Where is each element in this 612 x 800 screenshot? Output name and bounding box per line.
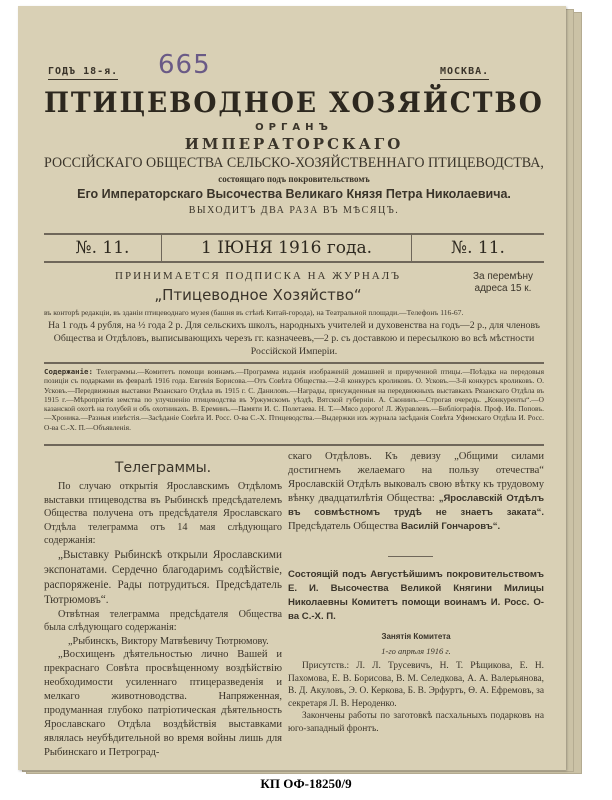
subscription-journal: „Птицеводное Хозяйство“: [154, 286, 362, 304]
paragraph: Закончены работы по заготовкѣ пасхальныхъ подарковъ на юго-западный фронтъ.: [288, 711, 544, 734]
paragraph: „Восхищенъ дѣятельностью лично Вашей и прекраснаго Совѣта просвѣщенному воздѣйствію необходимости усиленнаго птицеразведенія и мелкаго животноводства. Напряженная, продуманная глубоко патріотическая дѣятельность Ярославскаго Отдѣла воздѣйствія выставками являлась неубѣдительной во время войны лишь для Рыбинскаго и Петроград-: [44, 649, 282, 758]
continuation-text: Предсѣдатель Общества: [288, 521, 401, 532]
issue-number-left: №. 11.: [44, 235, 162, 261]
masthead-society: РОССІЙСКАГО ОБЩЕСТВА СЕЛЬСКО-ХОЗЯЙСТВЕННАГО ПТИЦЕВОДСТВА,: [44, 155, 544, 171]
year-label: ГОДЪ 18-я.: [48, 66, 118, 80]
issue-number-right: №. 11.: [451, 238, 505, 258]
masthead-organ: ОРГАНЪ: [255, 122, 333, 133]
committee-date: 1-го апрѣля 1916 г.: [381, 646, 451, 656]
masthead-frequency: ВЫХОДИТЪ ДВА РАЗА ВЪ МѢСЯЦЪ.: [188, 205, 400, 216]
contents-block: [44, 367, 544, 432]
handwritten-number: 665: [158, 50, 211, 80]
masthead-imperial: ИМПЕРАТОРСКАГО: [184, 135, 404, 153]
subscription-office: въ конторѣ редакціи, въ зданіи птицеводнаго музея (башня въ стѣнѣ Китай-города), на Театральной площади.—Телефонъ 116-67.: [44, 308, 464, 317]
issue-date: 1 ІЮНЯ 1916 года.: [162, 235, 412, 261]
telegram-quote: „Выставку Рыбинскѣ открыли Ярославскими экспонатами. Сердечно благодаримъ содѣйствіе, распоряженіе. Рады потрудиться. Предсѣдатель Тютрюмовъ“.: [44, 548, 282, 606]
divider: [44, 444, 544, 446]
address-change-fee: За перемѣну адреса 15 к.: [472, 271, 533, 294]
contents-text: Телеграммы.—Комитетъ помощи воинамъ.—Программа изданія изображеній домашней и прирученной птицы.—Поѣздка на передовыя позиціи съ подарками въ февралѣ 1916 года. Евгенія Борисова.—Отъ Совѣта Общества.—2-й конкурсъ кроликовъ. О. Усковъ.—3-й конкурсъ кроликовъ. О. Усковъ.—Передвижныя выставки Рязанскаго Отдѣла въ 1915 г. С. Даниловъ.—Награды, присужденныя на передвижныхъ выставкахъ Рязанскаго Отдѣла въ 1915 г.—Мѣропріятія земства по улучшенію птицеводства въ Уржумскомъ уѣздѣ, Вятской губерніи. А. Сконинъ.—Строгая очередь. „Конкуренты“.—О казанской охотѣ на голубей и объ охотникахъ. В. Ереминъ.—Памяти И. С. Полетаева. Н. Т.—Мясо дорого! Л. Журавлевъ.—Библіографія. Проф. Ив. Поповъ.—Хроника.—Разныя извѣстія.—Засѣданіе Совѣта И. Росс. О-ва С.-Х. Птицеводства.—Выдержки изъ журнала засѣданія Совѣта Уфимскаго Отдѣла И. Росс. О-ва С.-Х. П.—Объявленія.: [44, 367, 544, 432]
masthead-patron: Его Императорскаго Высочества Великаго Князя Петра Николаевича.: [77, 187, 511, 201]
inventory-number: КП ОФ-18250/9: [260, 776, 352, 791]
paragraph: По случаю открытія Ярославскимъ Отдѣломъ выставки птицеводства въ Рыбинскѣ предсѣдателемъ Общества получена отъ предсѣдателя Ярославскаго Отдѣла телеграмма отъ 14 мая слѣдующаго содержанія:: [44, 481, 282, 546]
divider: [44, 362, 544, 364]
continuation-column: [288, 450, 544, 534]
telegrams-column: [44, 458, 282, 760]
paragraph: „Рыбинскъ, Виктору Матвѣевичу Тютрюмову.: [68, 635, 269, 647]
masthead-patronage: состоящаго подъ покровительствомъ: [218, 174, 370, 184]
paragraph: Присутств.: Л. Л. Трусевичъ, Н. Т. Рѣщикова, Е. Н. Пахомова, Е. В. Борисова, В. М. Селедкова, А. А. Валерьянова, В. Д. Акуловъ, Э. О. Керкова, Б. В. Эрфуртъ, Ѳ. А. Ефремовъ, за секретаря Л. В. Нероденко.: [288, 661, 544, 709]
city-label: МОСКВА.: [440, 66, 489, 80]
committee-column: [288, 568, 544, 735]
committee-heading: Состоящій подъ Августѣйшимъ покровительствомъ Е. И. Высочества Великой Княгини Милицы Николаевны Комитетъ помощи воинамъ И. Росс. О-ва С.-Х. П.: [288, 569, 544, 622]
contents-label: Содержаніе:: [44, 367, 93, 376]
issue-bar: [44, 233, 544, 263]
paragraph: Отвѣтная телеграмма предсѣдателя Общества была слѣдующаго содержанія:: [44, 608, 282, 633]
continuation-text: скаго Отдѣловъ. Къ девизу „Общими силами достигнемъ желаемаго на пользу отечества“ Ярославскій Отдѣлъ выковалъ свою вѣтку къ трудовому вѣнку двадцатилѣтія Общества:: [288, 451, 544, 504]
subscription-prices: На 1 годъ 4 рубля, на ½ года 2 р. Для сельскихъ школъ, народныхъ учителей и духовенства на годъ—2 р., для членовъ Общества и Отдѣловъ, выписывающихъ черезъ гг. казначеевъ,—2 р. съ доставкою и пересылкою во всѣ мѣстности Россійской Имперіи.: [48, 320, 540, 357]
telegrams-heading: Телеграммы.: [114, 460, 212, 476]
short-divider: [388, 556, 433, 557]
signature: Василій Гончаровъ“.: [400, 521, 501, 532]
masthead-title: ПТИЦЕВОДНОЕ ХОЗЯЙСТВО: [44, 86, 544, 119]
subscription-heading: ПРИНИМАЕТСЯ ПОДПИСКА НА ЖУРНАЛЪ: [115, 270, 401, 282]
motto: „Ярославскій Отдѣлъ въ совмѣстномъ трудѣ не знаетъ заката“.: [288, 493, 544, 518]
newspaper-page: [18, 6, 566, 770]
committee-subheading: Занятія Комитета: [381, 632, 451, 641]
